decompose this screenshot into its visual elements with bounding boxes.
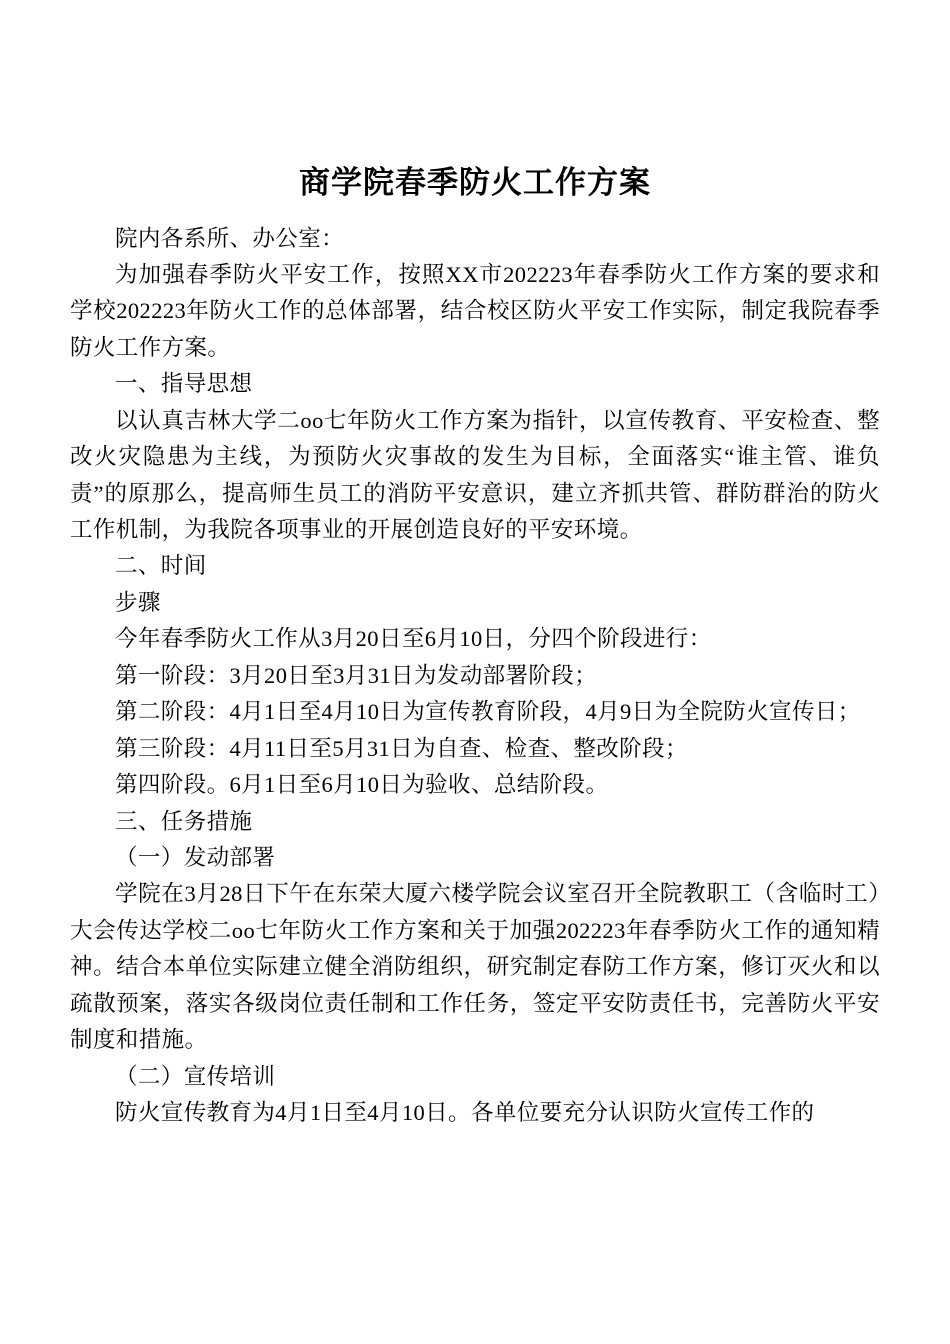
paragraph-preamble: 为加强春季防火平安工作，按照XX市202223年春季防火工作方案的要求和学校202223年防火工作的总体部署，结合校区防火平安工作实际，制定我院春季防火工作方案。 [70, 261, 880, 360]
paragraph-phase-3: 第三阶段：4月11日至5月31日为自查、检查、整改阶段； [115, 735, 688, 761]
paragraph-mobilization-body: 学院在3月28日下午在东荣大厦六楼学院会议室召开全院教职工（含临时工）大会传达学校二oo七年防火工作方案和关于加强202223年春季防火工作的通知精神。结合本单位实际建立健全消防组织，研究制定春防工作方案，修订灭火和以疏散预案，落实各级岗位责任制和工作任务，签定平安防责任书，完善防火平安制度和措施。 [70, 881, 880, 1053]
heading-steps: 步骤 [115, 589, 161, 615]
paragraph-phase-2: 第二阶段：4月1日至4月10日为宣传教育阶段，4月9日为全院防火宣传日； [115, 699, 861, 725]
paragraph-phase-1: 第一阶段：3月20日至3月31日为发动部署阶段； [115, 662, 598, 688]
document-body [70, 221, 880, 1132]
paragraph-addressee: 院内各系所、办公室： [115, 225, 345, 251]
paragraph-phase-4: 第四阶段。6月1日至6月10日为验收、总结阶段。 [115, 772, 609, 798]
page-title: 商学院春季防火工作方案 [299, 165, 651, 200]
heading-tasks-measures: 三、任务措施 [115, 808, 253, 834]
heading-time: 二、时间 [115, 553, 207, 579]
heading-mobilization: （一）发动部署 [115, 844, 276, 870]
paragraph-guiding-thought-body: 以认真吉林大学二oo七年防火工作方案为指针，以宣传教育、平安检查、整改火灾隐患为主线，为预防火灾事故的发生为目标，全面落实“谁主管、谁负责”的原那么，提高师生员工的消防平安意识，建立齐抓共管、群防群治的防火工作机制，为我院各项事业的开展创造良好的平安环境。 [70, 407, 880, 542]
heading-guiding-thought: 一、指导思想 [115, 371, 253, 397]
heading-publicity-training: （二）宣传培训 [115, 1063, 276, 1089]
paragraph-publicity-training-body: 防火宣传教育为4月1日至4月10日。各单位要充分认识防火宣传工作的 [115, 1100, 815, 1125]
paragraph-schedule-intro: 今年春季防火工作从3月20日至6月10日，分四个阶段进行： [115, 626, 712, 652]
